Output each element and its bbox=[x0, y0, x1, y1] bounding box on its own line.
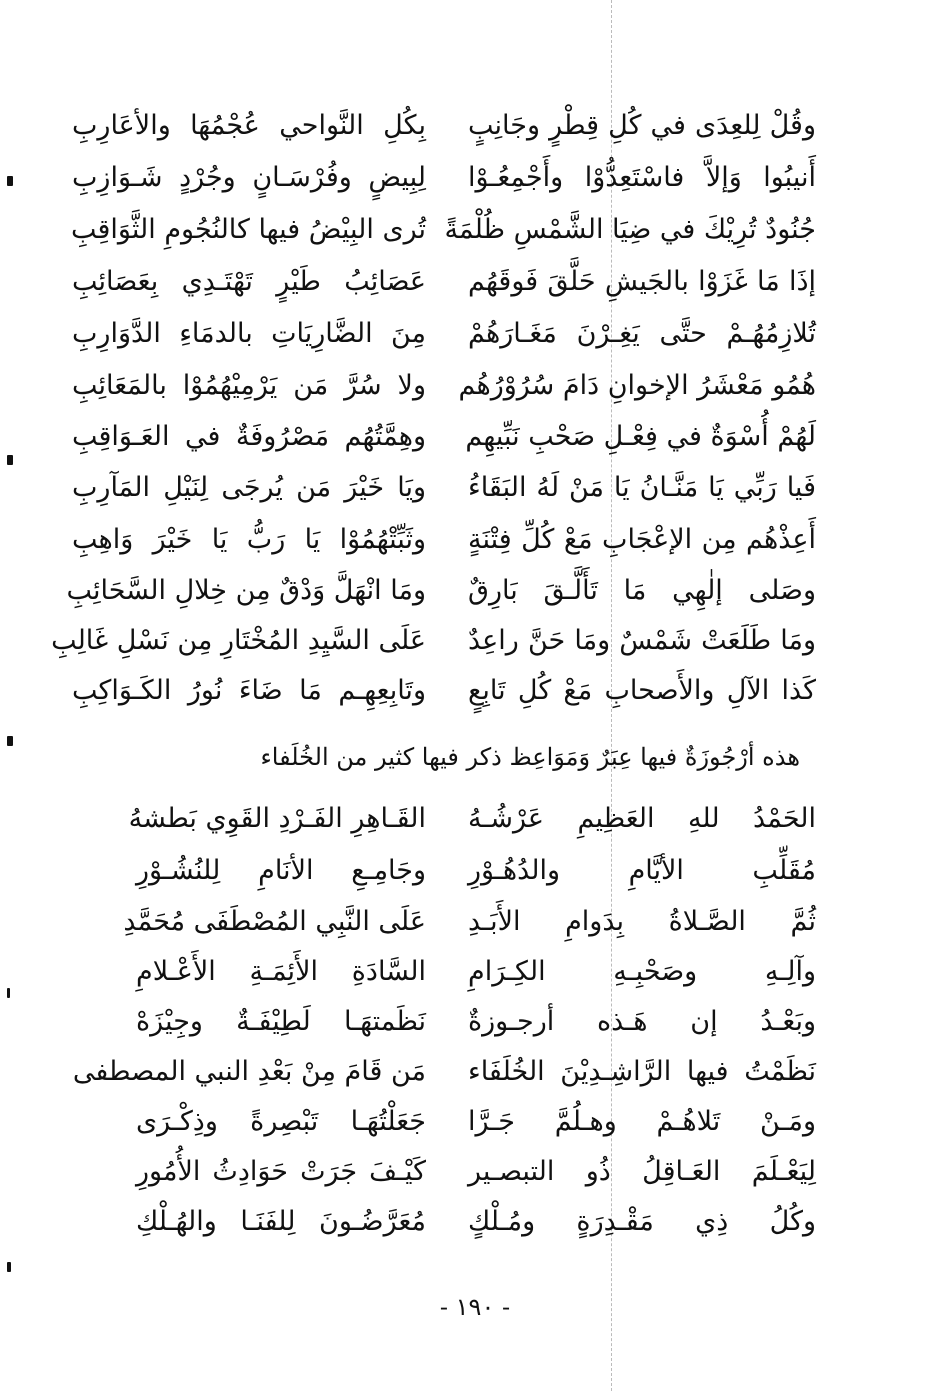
verse-row bbox=[0, 100, 950, 152]
binding-mark bbox=[7, 736, 13, 746]
verse-first-hemistich: كَذا الآلِ والأَصحابِ مَعْ كُلِ تَابِعٍ bbox=[468, 675, 816, 706]
verse-second-hemistich: لِبِيضٍ وفُرْسَـانٍ وجُرْدٍ شَـوَازِبِ bbox=[72, 162, 426, 193]
verse-second-hemistich: جَعَلْتُهَـا تَبْصِرةً وذِكْـرَى bbox=[136, 1106, 426, 1137]
verse-row bbox=[0, 1046, 950, 1098]
verse-first-hemistich: لَهُمْ أُسْوَةٌ في فِعْـلِ صَحْبِ نَبِّيهِم bbox=[465, 421, 816, 452]
verse-row bbox=[0, 1096, 950, 1148]
verse-second-hemistich: مِنَ الضَّارِيَاتِ بالدمَاءِ الدَّوَارِبِ bbox=[72, 318, 426, 349]
verse-row bbox=[0, 462, 950, 514]
verse-first-hemistich: الحَمْدُ للهِ العَظِيمِ عَرْشُـهُ bbox=[468, 803, 816, 834]
verse-row bbox=[0, 896, 950, 948]
verse-row bbox=[0, 946, 950, 998]
verse-row bbox=[0, 204, 950, 256]
page-number: - ١٩٠ - bbox=[439, 1293, 511, 1321]
verse-first-hemistich: فَيا رَبِّي يَا مَنَّـانُ يَا مَنْ لَهُ البَقَاءُ bbox=[468, 472, 816, 503]
verse-second-hemistich: تُرى البِيْضُ فيها كالنُجُومِ الثَّوَاقِبِ bbox=[71, 214, 426, 245]
verse-first-hemistich: أَعِذْهُم مِن الإعْجَابِ مَعْ كُلِّ فِتْنَةٍ bbox=[468, 524, 816, 555]
verse-first-hemistich: وآلِـهِ وصَحْبِـهِ الكِـرَامِ bbox=[468, 956, 816, 987]
verse-first-hemistich: لِيَعْـلَمَ العَـاقِلُ ذُو التبصـير bbox=[468, 1156, 816, 1187]
verse-row bbox=[0, 793, 950, 845]
binding-mark bbox=[7, 1262, 11, 1272]
verse-second-hemistich: بِكُلِ النَّواحي عُجْمُهَا والأعَارِبِ bbox=[72, 110, 426, 141]
verse-first-hemistich: وبَعْـدُ إن هَـذه أرجـوزةٌ bbox=[468, 1006, 816, 1037]
verse-second-hemistich: وجَامِـعِ الأنَامِ لِلنُشُـوْرِ bbox=[136, 855, 426, 886]
verse-second-hemistich: عَصَائِبُ طَيْرٍ تَهْتَـدِي بِعَصَائِبِ bbox=[72, 266, 426, 297]
verse-first-hemistich: وصَلى إلٰهِي مَا تَأَلَّـقَ بَارِقٌ bbox=[468, 575, 816, 606]
verse-second-hemistich: وتَابِعِهِـم مَا ضَاءَ نُورُ الكَـوَاكِبِ bbox=[72, 675, 426, 706]
verse-row bbox=[0, 514, 950, 566]
verse-second-hemistich: مُعَرَّضُـونَ لِلفَنَـا والهُـلْكِ bbox=[136, 1206, 426, 1237]
verse-first-hemistich: مُقَلِّبِ الأيَّامِ والدُهُـوْرِ bbox=[468, 855, 816, 886]
verse-second-hemistich: ولا سُرَّ مَن يَرْمِيْهُمُوْا بالمَعَائِبِ bbox=[72, 370, 426, 401]
verse-second-hemistich: نَظَمتهَـا لَطِيْفَـةٌ وجِيْزَهْ bbox=[136, 1006, 426, 1037]
verse-first-hemistich: أَنيبُوا وَإلاَّ فاسْتَعِدُّوْا وأَجْمِعُـوْا bbox=[468, 162, 816, 193]
verse-row bbox=[0, 360, 950, 412]
verse-row bbox=[0, 411, 950, 463]
verse-row bbox=[0, 1146, 950, 1198]
verse-row bbox=[0, 665, 950, 717]
verse-first-hemistich: جُنُودٌ تُرِيْكَ في ضِيَا الشَّمْسِ ظُلْمَةً bbox=[444, 214, 816, 245]
verse-row bbox=[0, 308, 950, 360]
verse-second-hemistich: مَن قَامَ مِنْ بَعْدِ النبي المصطفى bbox=[72, 1056, 426, 1087]
verse-first-hemistich: ومَـنْ تَلاهُـمْ وهـلُمَّ جَـرَّا bbox=[468, 1106, 816, 1137]
verse-second-hemistich: القَـاهِرِ الفَـرْدِ القَوِي بَطشهُ bbox=[128, 803, 426, 834]
verse-second-hemistich: عَلَى السَّيِدِ المُخْتَارِ مِن نَسْلِ غَالِبِ bbox=[51, 625, 426, 656]
verse-row bbox=[0, 1196, 950, 1248]
verse-second-hemistich: وهِمَّتُهُم مَصْرُوفَةٌ في العَـوَاقِبِ bbox=[72, 421, 426, 452]
verse-row bbox=[0, 996, 950, 1048]
verse-row bbox=[0, 256, 950, 308]
verse-second-hemistich: ومَا انْهَلَّ وَدْقٌ مِن خِلالِ السَّحَائِبِ bbox=[66, 575, 426, 606]
verse-second-hemistich: عَلَى النَّبِي المُصْطَفَى مُحَمَّدِ bbox=[123, 906, 426, 937]
verse-first-hemistich: ثُمَّ الصَّـلاةُ بِدَوامِ الأَبَـدِ bbox=[468, 906, 816, 937]
verse-first-hemistich: إذَا مَا غَزَوْا بالجَيشِ حَلَّقَ فَوقَهُم bbox=[468, 266, 816, 297]
poem-heading: هذه أرْجُوزَةٌ فيها عِبَرٌ وَمَوَاعِظ ذكر فيها كثير من الخُلَفاء bbox=[260, 743, 800, 771]
verse-second-hemistich: ويَا خَيْرَ مَن يُرجَى لِنَيْلِ المَآرِبِ bbox=[72, 472, 426, 503]
verse-first-hemistich: نَظَمْتُ فيها الرَّاشِـدِيْنَ الخُلَفَاء bbox=[468, 1056, 816, 1087]
verse-row bbox=[0, 615, 950, 667]
verse-first-hemistich: وكُلُ ذِي مَقْـدِرَةٍ ومُـلْكٍ bbox=[468, 1206, 816, 1237]
verse-row bbox=[0, 152, 950, 204]
verse-second-hemistich: السَّادَةِ الأَئِمَـةِ الأَعْـلامِ bbox=[136, 956, 426, 987]
verse-first-hemistich: هُمُو مَعْشَرُ الإخوانِ دَامَ سُرُوْرُهُم bbox=[458, 370, 816, 401]
verse-second-hemistich: وثَبِّتْهُمُوْا يَا رَبُّ يَا خَيْرَ وَاهِبِ bbox=[72, 524, 426, 555]
verse-second-hemistich: كَيْـفَ جَرَتْ حَوَادِثُ الأُمُورِ bbox=[136, 1156, 426, 1187]
verse-first-hemistich: ومَا طَلَعَتْ شَمْسٌ ومَا حَنَّ راعِدٌ bbox=[468, 625, 816, 656]
verse-row bbox=[0, 845, 950, 897]
verse-row bbox=[0, 565, 950, 617]
verse-first-hemistich: وقُلْ لِلعِدَى في كُلِ قِطْرٍ وجَانِبٍ bbox=[468, 110, 816, 141]
verse-first-hemistich: تُلازِمُهُـمْ حتَّى يَغِـرْنَ مَغَـارَهُمْ bbox=[468, 318, 816, 349]
